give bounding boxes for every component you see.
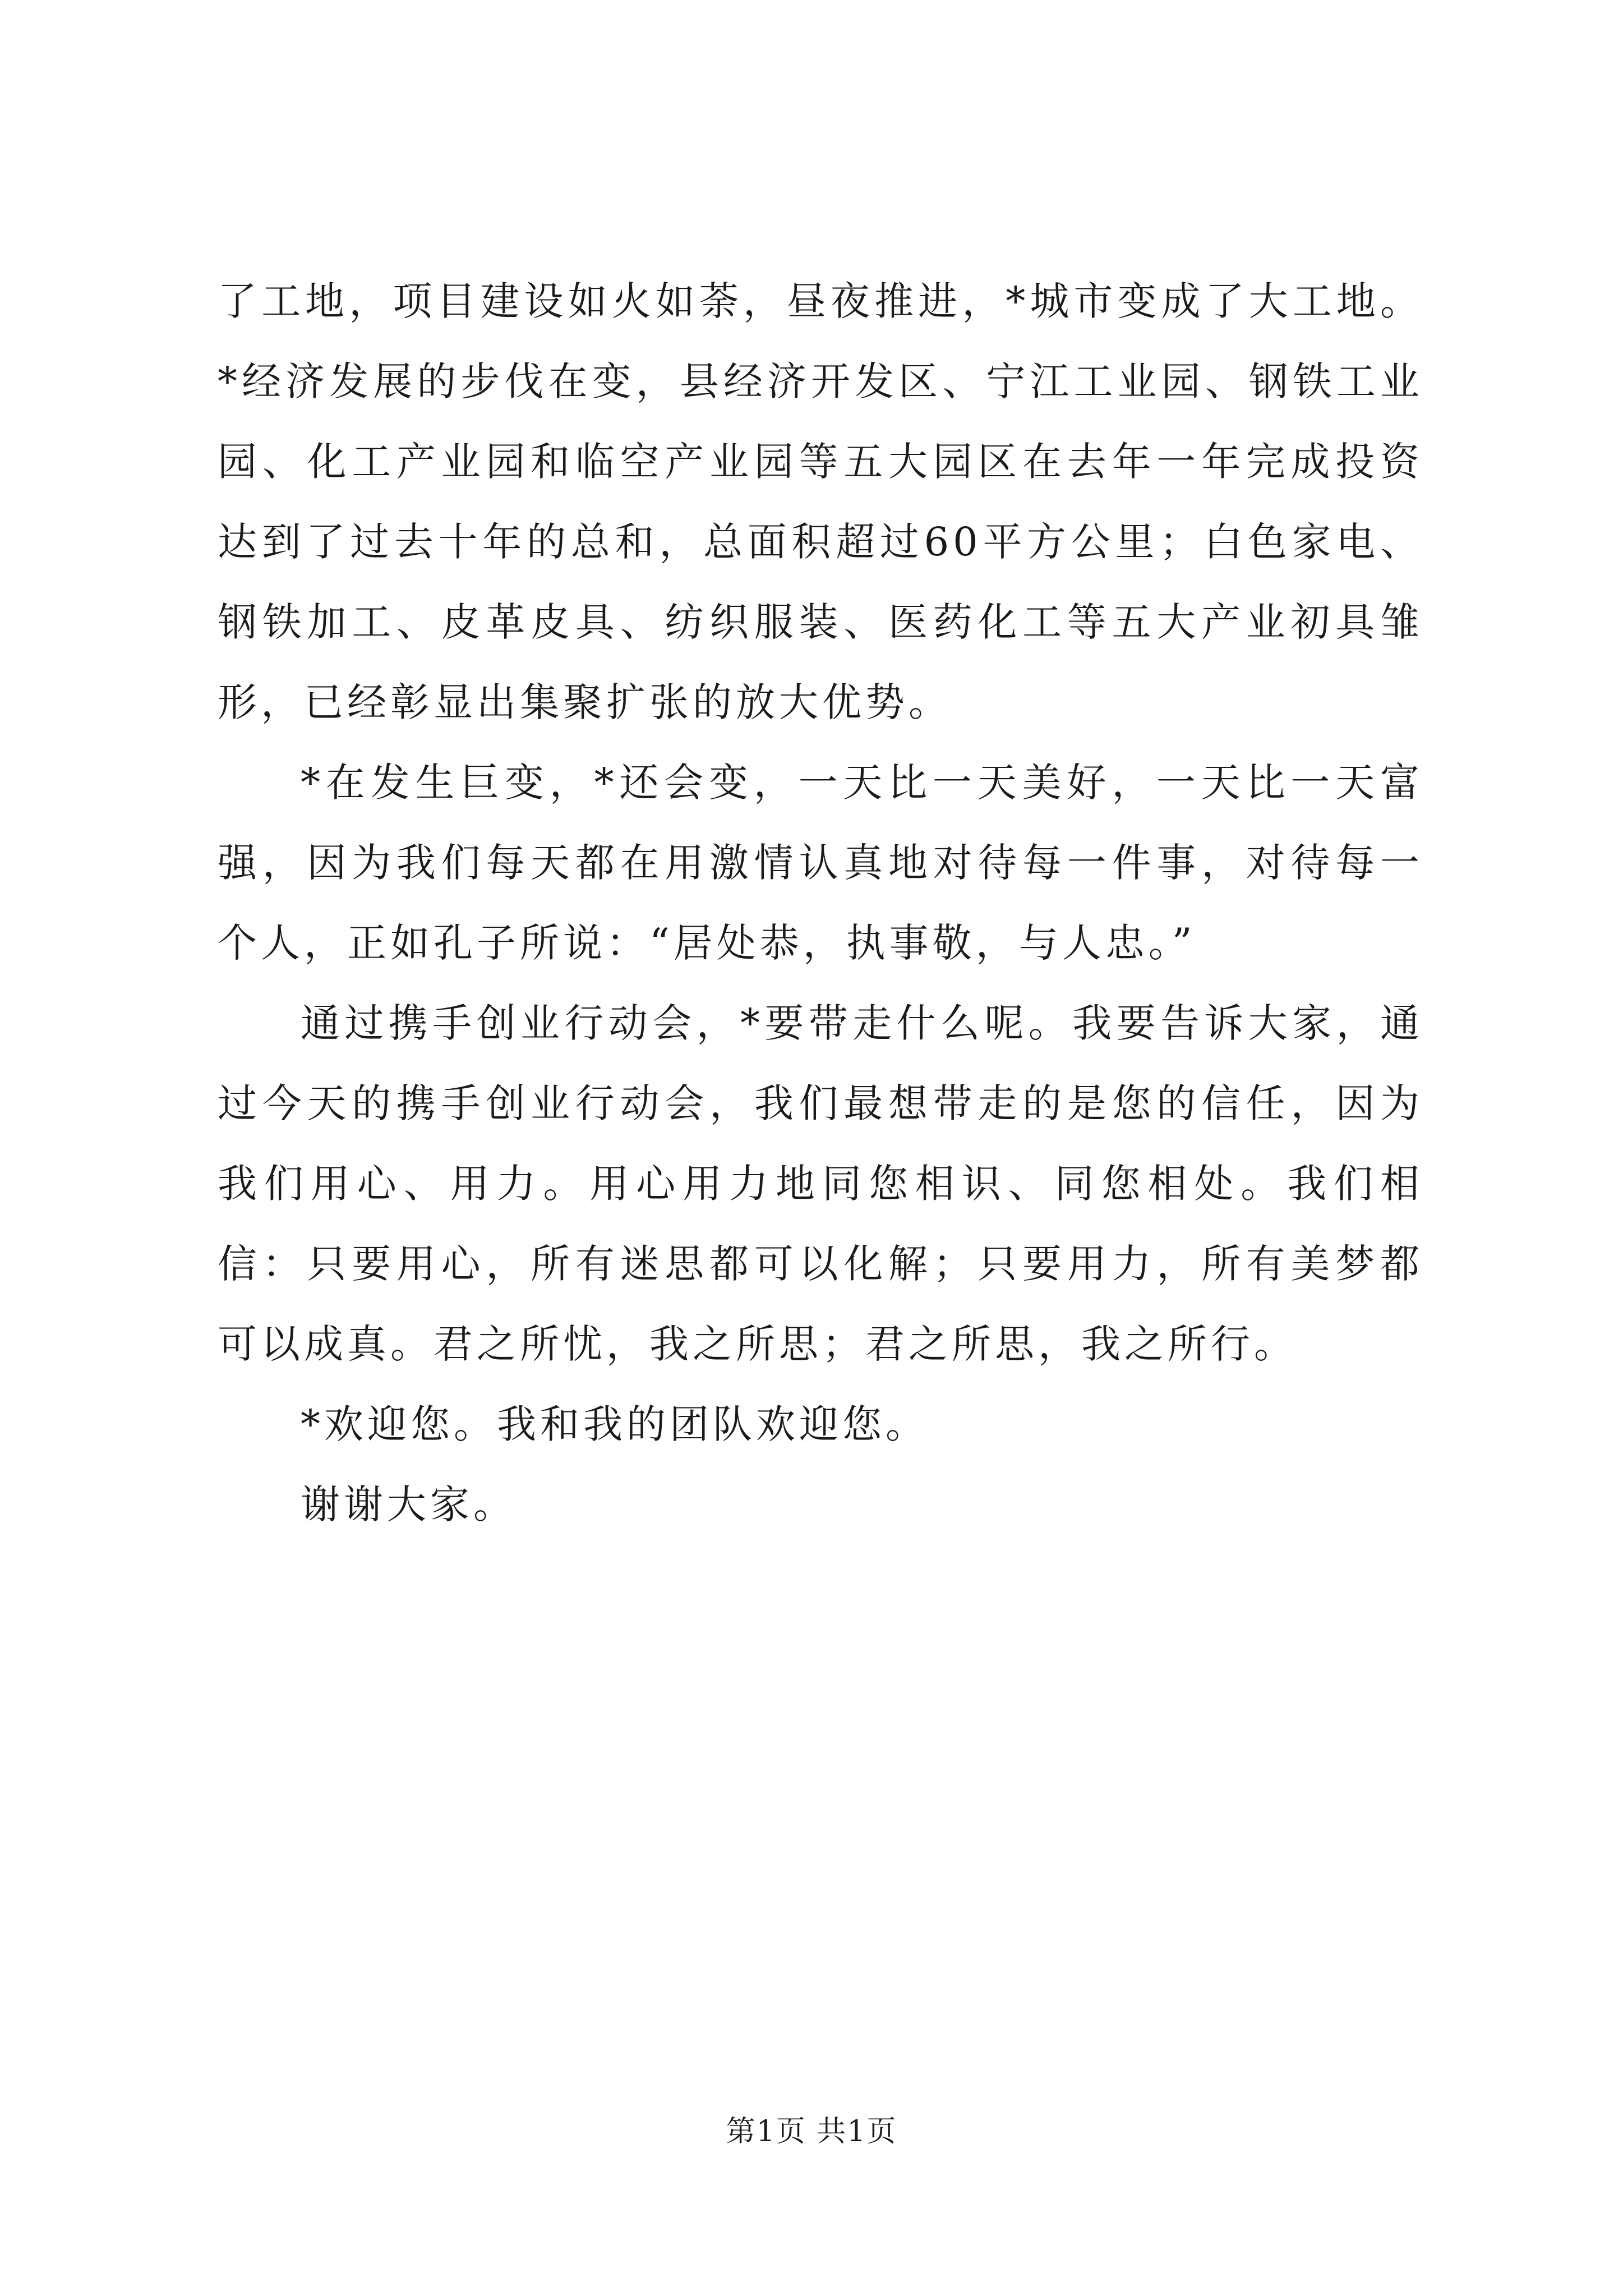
paragraph: *在发生巨变，*还会变，一天比一天美好，一天比一天富强，因为我们每天都在用激情认真地对待每一件事，对待每一个人，正如孔子所说：“居处恭，执事敬，与人忠。” [218,760,1423,966]
paragraph: 谢谢大家。 [301,1481,517,1527]
paragraph: 通过携手创业行动会，*要带走什么呢。我要告诉大家，通过今天的携手创业行动会，我们最想带走的是您的信任，因为我们用心、用力。用心用力地同您相识、同您相处。我们相信：只要用心，所有迷思都可以化解；只要用力，所有美梦都可以成真。君之所忧，我之所思；君之所思，我之所行。 [218,1000,1423,1367]
paragraph: *欢迎您。我和我的团队欢迎您。 [301,1401,929,1447]
page-footer: 第1页 共1页 [726,2115,897,2148]
document-body [218,261,1423,1545]
paragraph-continuation: 了工地，项目建设如火如荼，昼夜推进，*城市变成了大工地。*经济发展的步伐在变，县经济开发区、宁江工业园、钢铁工业园、化工产业园和临空产业园等五大园区在去年一年完成投资达到了过去十年的总和，总面积超过60平方公里；白色家电、钢铁加工、皮革皮具、纺织服装、医药化工等五大产业初具雏形，已经彰显出集聚扩张的放大优势。 [218,278,1423,725]
